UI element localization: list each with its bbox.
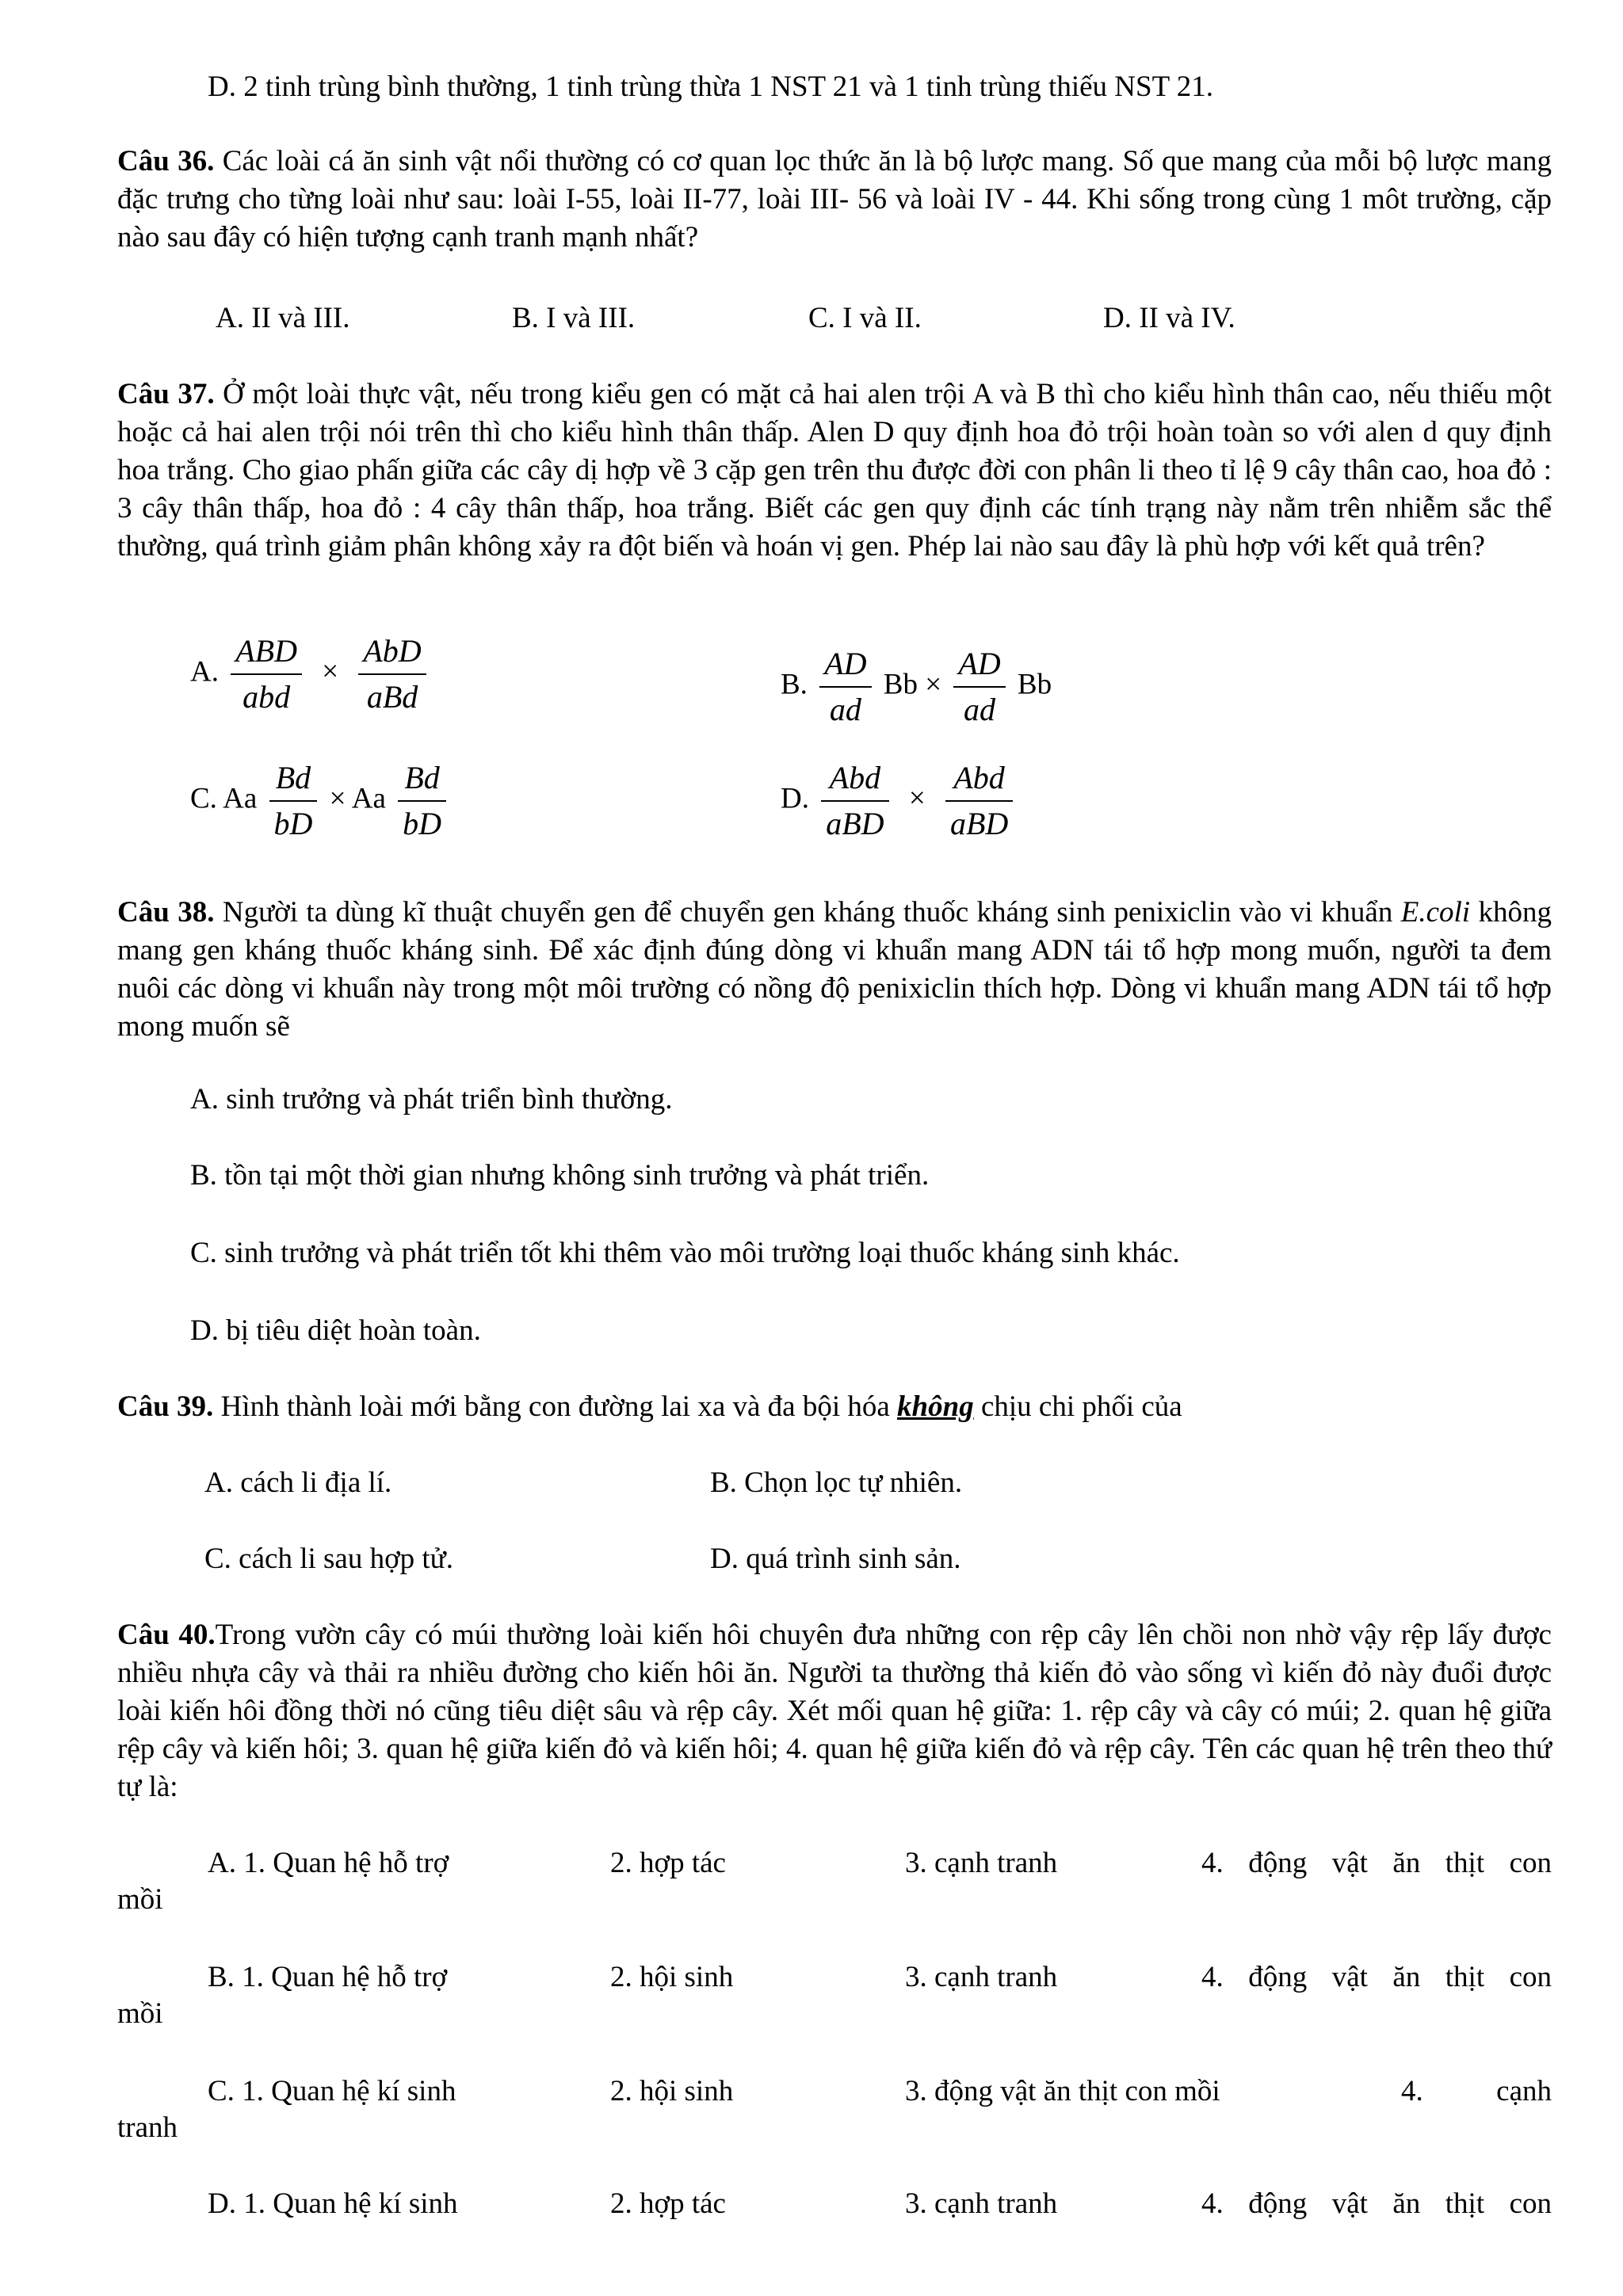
q39-option-b: B. Chọn lọc tự nhiên. [710, 1466, 963, 1499]
q37-c-mid: × Aa [329, 782, 386, 815]
q36-option-a: A. II và III. [216, 302, 350, 334]
genotype-fraction: $\frac{Bd}{bD}$ [269, 761, 318, 841]
q37-option-b [781, 646, 1052, 727]
q38-option-b: B. tồn tại một thời gian nhưng không sinh trưởng và phát triển. [190, 1159, 930, 1192]
q40-a-wrap: mồi [117, 1883, 163, 1916]
q39-text-before: Hình thành loài mới bằng con đường lai xa và đa bội hóa [220, 1390, 890, 1423]
q40-a-col3: 3. cạnh tranh [905, 1847, 1058, 1879]
genotype-fraction: $\frac{\text{Abd}}{\text{aBD}}$ [945, 761, 1013, 841]
genotype-fraction: $\frac{AD}{ad}$ [819, 646, 871, 727]
q36-option-c: C. I và II. [808, 302, 922, 334]
q39-text-after: chịu chi phối của [980, 1390, 1182, 1423]
q37-b-tail: Bb [1017, 668, 1052, 701]
q37-a-letter: A. [190, 655, 219, 688]
q40-d-col4: 4. động vật ăn thịt con [1201, 2187, 1552, 2220]
q37-label: Câu 37. [117, 378, 215, 410]
q38-option-a: A. sinh trưởng và phát triển bình thường. [190, 1083, 673, 1116]
q37-stem [117, 376, 1552, 566]
q37-option-d [781, 761, 1018, 841]
q35-option-d: D. 2 tinh trùng bình thường, 1 tinh trùng thừa 1 NST 21 và 1 tinh trùng thiếu NST 21. [208, 71, 1214, 103]
q37-option-a [190, 634, 431, 715]
q40-b-wrap: mồi [117, 1997, 163, 2030]
q39-option-a: A. cách li địa lí. [204, 1466, 392, 1499]
q38-option-c: C. sinh trưởng và phát triển tốt khi thêm vào môi trường loại thuốc kháng sinh khác. [190, 1237, 1180, 1269]
genotype-fraction: $\frac{\text{Abd}}{\text{aBD}}$ [821, 761, 888, 841]
genotype-fraction: $\frac{AD}{ad}$ [953, 646, 1005, 727]
q40-a-col4: 4. động vật ăn thịt con [1201, 1847, 1552, 1879]
q37-text: Ở một loài thực vật, nếu trong kiểu gen có mặt cả hai alen trội A và B thì cho kiểu hình thân cao, nếu thiếu một hoặc cả hai alen trội nói trên thì cho kiểu hình thân thấp. Alen D quy định hoa đỏ trội hoàn toàn so với alen d quy định hoa trắng. Cho giao phấn giữa các cây dị hợp về 3 cặp gen trên thu được đời con phân li theo tỉ lệ 9 cây thân cao, hoa đỏ : 3 cây thân thấp, hoa đỏ : 4 cây thân thấp, hoa trắng. Biết các gen quy định các tính trạng này nằm trên nhiễm sắc thể thường, quá trình giảm phân không xảy ra đột biến và hoán vị gen. Phép lai nào sau đây là phù hợp với kết quả trên? [117, 378, 1552, 563]
q37-c-letter: C. Aa [190, 782, 258, 815]
q36-option-b: B. I và III. [512, 302, 636, 334]
q37-b-letter: B. [781, 668, 808, 701]
q39-option-d: D. quá trình sinh sản. [710, 1543, 961, 1575]
q38-italic-term: E.coli [1400, 896, 1471, 929]
q39-label: Câu 39. [117, 1390, 214, 1423]
q36-option-d: D. II và IV. [1103, 302, 1235, 334]
q40-d-col3: 3. cạnh tranh [905, 2187, 1058, 2220]
genotype-fraction: $\frac{Bd}{bD}$ [398, 761, 446, 841]
q40-d-col1: D. 1. Quan hệ kí sinh [208, 2187, 458, 2220]
q40-b-col3: 3. cạnh tranh [905, 1961, 1058, 1993]
q38-text-after: không mang gen kháng thuốc kháng sinh. Để xác định đúng dòng vi khuẩn mang ADN tái tổ hợp mong muốn, người ta đem nuôi các dòng vi khuẩn này trong một môi trường có nồng độ penixiclin thích hợp. Dòng vi khuẩn mang ADN tái tổ hợp mong muốn sẽ [117, 896, 1552, 1043]
q40-a-col2: 2. hợp tác [610, 1847, 726, 1879]
q40-c-col2: 2. hội sinh [610, 2075, 734, 2107]
q40-c-col3: 3. động vật ăn thịt con mồi [905, 2075, 1220, 2107]
genotype-fraction: $\frac{\text{AbD}}{\text{aBd}}$ [358, 634, 426, 715]
q39-stem [117, 1388, 1182, 1426]
q40-a-col1: A. 1. Quan hệ hỗ trợ [208, 1847, 449, 1879]
q40-text: Trong vườn cây có múi thường loài kiến hôi chuyên đưa những con rệp cây lên chồi non nhờ vậy rệp lấy được nhiều nhựa cây và thải ra nhiều đường cho kiến hôi ăn. Người ta thường thả kiến đỏ vào sống vì kiến đỏ này đuổi được loài kiến hôi đồng thời nó cũng tiêu diệt sâu và rệp cây. Xét mối quan hệ giữa: 1. rệp cây và cây có múi; 2. quan hệ giữa rệp cây và kiến hôi; 3. quan hệ giữa kiến đỏ và kiến hôi; 4. quan hệ giữa kiến đỏ và rệp cây. Tên các quan hệ trên theo thứ tự là: [117, 1619, 1552, 1803]
q38-option-d: D. bị tiêu diệt hoàn toàn. [190, 1314, 481, 1347]
q40-c-col1: C. 1. Quan hệ kí sinh [208, 2075, 456, 2107]
q36-text: Các loài cá ăn sinh vật nổi thường có cơ quan lọc thức ăn là bộ lược mang. Số que mang của mỗi bộ lược mang đặc trưng cho từng loài như sau: loài I-55, loài II-77, loài III- 56 và loài IV - 44. Khi sống trong cùng 1 môt trường, cặp nào sau đây có hiện tượng cạnh tranh mạnh nhất? [117, 145, 1552, 254]
q39-emphasis: không [897, 1390, 974, 1423]
q36-label: Câu 36. [117, 145, 215, 177]
q40-b-col4: 4. động vật ăn thịt con [1201, 1961, 1552, 1993]
q40-b-col2: 2. hội sinh [610, 1961, 734, 1993]
q40-b-col1: B. 1. Quan hệ hỗ trợ [208, 1961, 448, 1993]
q40-d-col2: 2. hợp tác [610, 2187, 726, 2220]
q38-text-before: Người ta dùng kĩ thuật chuyển gen để chuyển gen kháng thuốc kháng sinh penixiclin vào vi khuẩn [222, 896, 1393, 929]
q38-stem [117, 894, 1552, 1046]
times-sign: × [322, 655, 339, 688]
genotype-fraction: $\frac{\text{ABD}}{\text{abd}}$ [231, 634, 302, 715]
q37-d-letter: D. [781, 782, 809, 815]
q40-c-wrap: tranh [117, 2111, 178, 2144]
q39-option-c: C. cách li sau hợp tử. [204, 1543, 453, 1575]
q40-stem [117, 1616, 1552, 1806]
q40-c-col4: 4. cạnh [1401, 2075, 1552, 2107]
q38-label: Câu 38. [117, 896, 215, 929]
q36-stem [117, 143, 1552, 257]
q37-option-c [190, 761, 451, 841]
q37-b-mid: Bb × [883, 668, 942, 701]
q40-label: Câu 40. [117, 1619, 216, 1651]
times-sign: × [908, 782, 926, 815]
